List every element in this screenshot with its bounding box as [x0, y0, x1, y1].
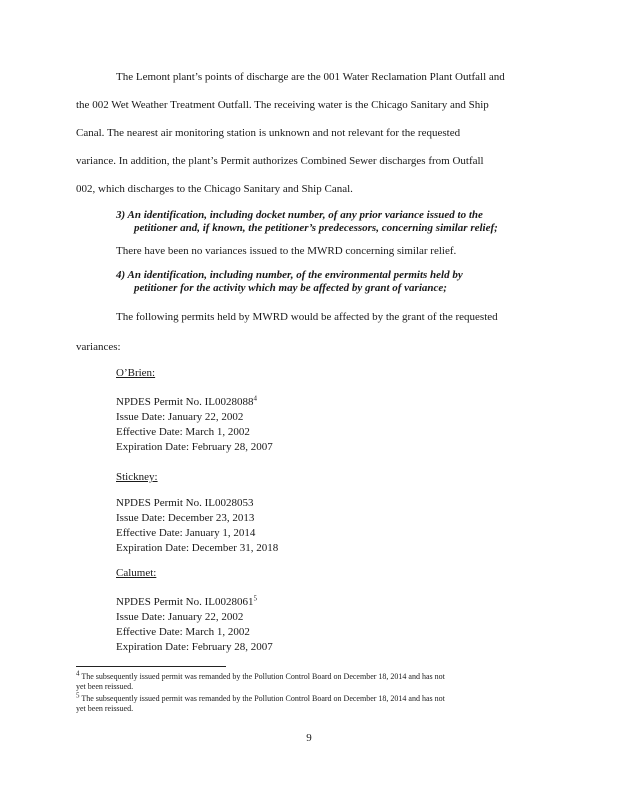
item4-heading-cont: petitioner for the activity which may be affected by grant of variance; [134, 282, 447, 294]
paragraph-line: variance. In addition, the plant’s Permit authorizes Combined Sewer discharges from Outfall [76, 155, 484, 167]
effective-date: Effective Date: January 1, 2014 [116, 527, 256, 539]
page-number: 9 [306, 732, 312, 744]
footnote-ref: 5 [253, 594, 257, 603]
issue-date: Issue Date: December 23, 2013 [116, 512, 255, 524]
permit-block [116, 595, 273, 655]
footnote-mark: 5 [76, 691, 80, 700]
issue-date: Issue Date: January 22, 2002 [116, 411, 244, 423]
footnote: 4 The subsequently issued permit was remanded by the Pollution Control Board on December 18, 2014 and has not yet been reissued. [76, 669, 445, 691]
permit-block [116, 496, 278, 556]
paragraph-line: The Lemont plant’s points of discharge are the 001 Water Reclamation Plant Outfall and [116, 71, 505, 83]
plant-heading: Calumet: [116, 567, 157, 579]
paragraph-line: 002, which discharges to the Chicago Sanitary and Ship Canal. [76, 183, 353, 195]
paragraph-line: Canal. The nearest air monitoring station is unknown and not relevant for the requested [76, 127, 461, 139]
effective-date: Effective Date: March 1, 2002 [116, 626, 250, 638]
item3-response: There have been no variances issued to the MWRD concerning similar relief. [116, 245, 457, 257]
expiration-date: Expiration Date: December 31, 2018 [116, 542, 279, 554]
item4-heading: 4) An identification, including number, of the environmental permits held by [116, 269, 463, 281]
permit-number: NPDES Permit No. IL0028053 [116, 497, 254, 509]
plant-heading: O’Brien: [116, 367, 156, 379]
permit-number: NPDES Permit No. IL0028061$^5$ [116, 594, 257, 608]
item4-response: The following permits held by MWRD would be affected by the grant of the requested [116, 311, 498, 323]
permit-block [116, 395, 273, 455]
item4-response-cont: variances: [76, 341, 121, 353]
footnote: 5 The subsequently issued permit was remanded by the Pollution Control Board on December 18, 2014 and has not yet been reissued. [76, 691, 445, 713]
footnote-divider [76, 666, 226, 667]
paragraph-line: the 002 Wet Weather Treatment Outfall. The receiving water is the Chicago Sanitary and Ship [76, 99, 489, 111]
footnote-ref: 4 [253, 394, 257, 403]
item3-heading: 3) An identification, including docket number, of any prior variance issued to the [116, 209, 483, 221]
expiration-date: Expiration Date: February 28, 2007 [116, 441, 273, 453]
expiration-date: Expiration Date: February 28, 2007 [116, 641, 273, 653]
item3-heading-cont: petitioner and, if known, the petitioner’s predecessors, concerning similar relief; [134, 222, 498, 234]
permit-number: NPDES Permit No. IL0028088$^4$ [116, 394, 257, 408]
issue-date: Issue Date: January 22, 2002 [116, 611, 244, 623]
effective-date: Effective Date: March 1, 2002 [116, 426, 250, 438]
footnote-mark: 4 [76, 669, 80, 678]
plant-heading: Stickney: [116, 471, 158, 483]
